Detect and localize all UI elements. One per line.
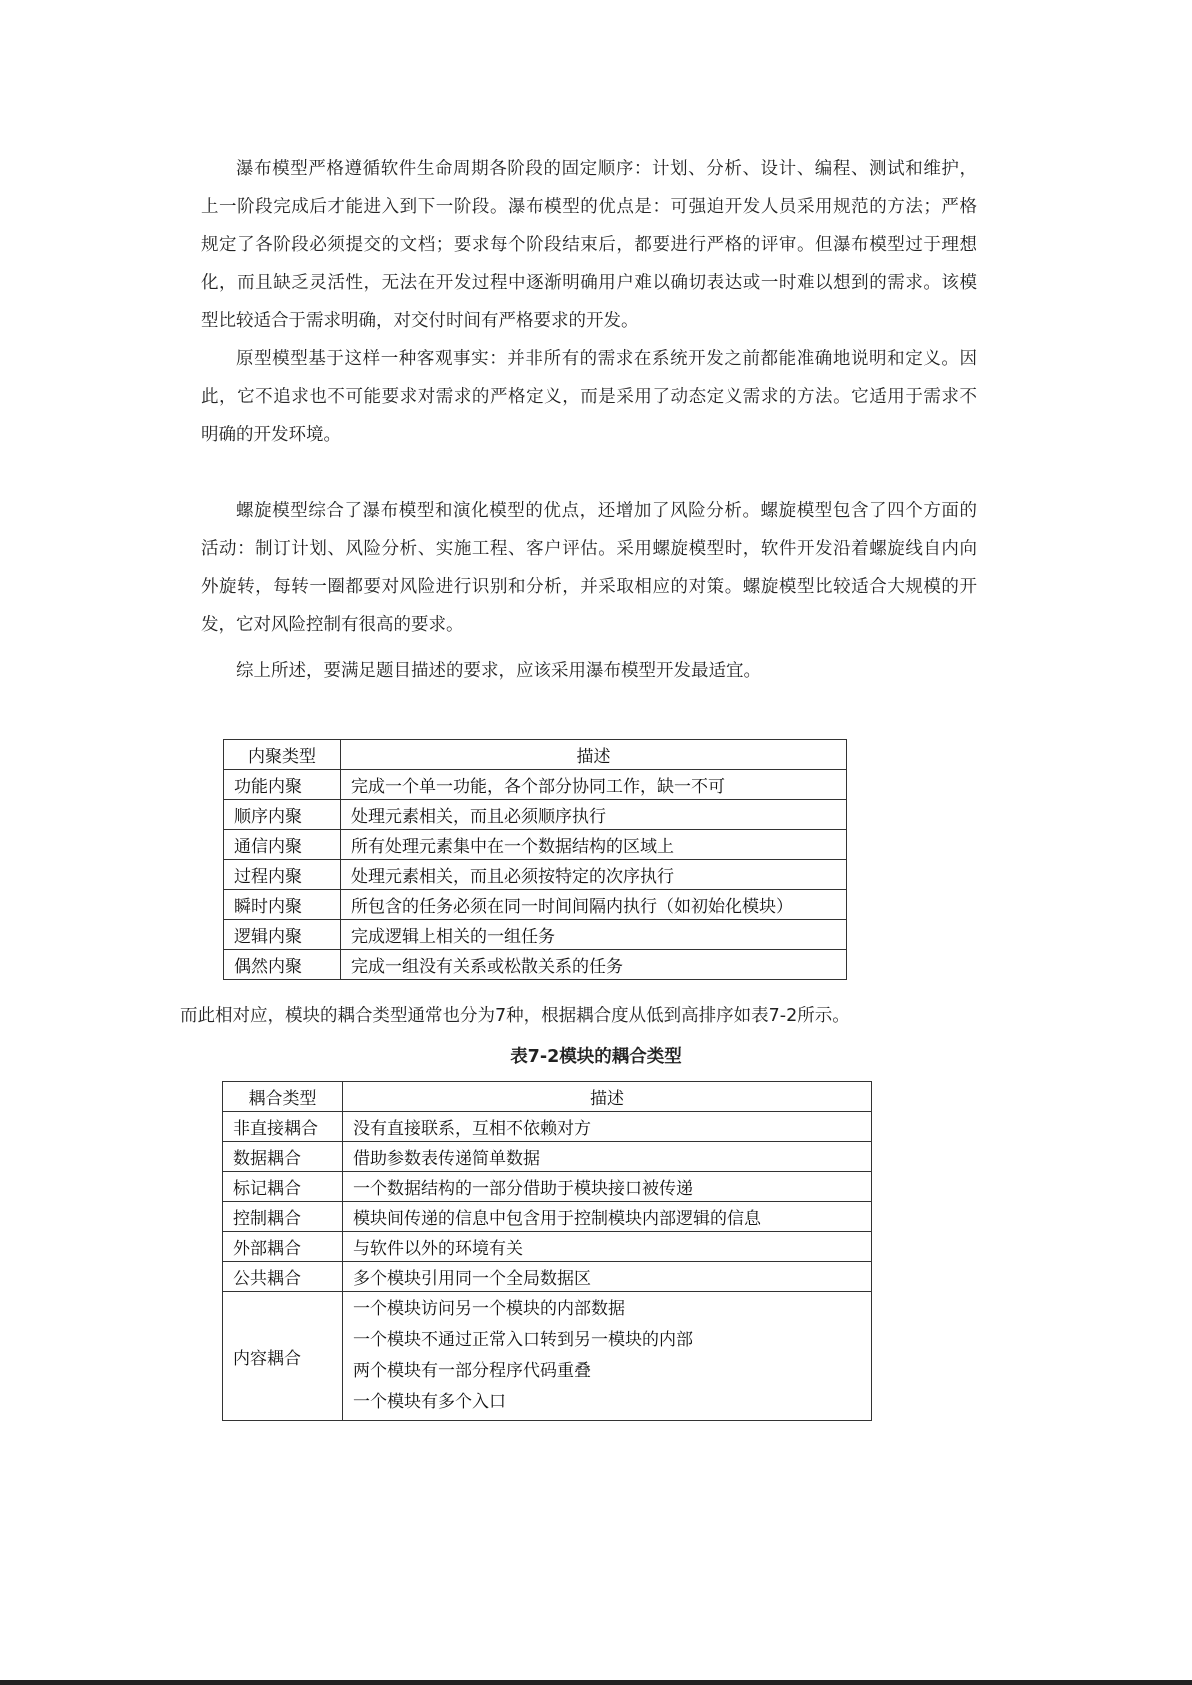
paragraph-line: 综上所述，要满足题目描述的要求，应该采用瀑布模型开发最适宜。 bbox=[236, 661, 761, 681]
description-cell: 没有直接联系，互相不依赖对方 bbox=[343, 1112, 872, 1142]
description-cell bbox=[343, 1292, 872, 1421]
paragraph-line: 此，它不追求也不可能要求对需求的严格定义，而是采用了动态定义需求的方法。它适用于需求不 bbox=[201, 387, 977, 407]
coupling-type-cell: 公共耦合 bbox=[223, 1262, 343, 1292]
coupling-type-cell: 数据耦合 bbox=[223, 1142, 343, 1172]
paragraph-line: 外旋转，每转一圈都要对风险进行识别和分析，并采取相应的对策。螺旋模型比较适合大规模的开 bbox=[201, 577, 977, 597]
coupling-type-cell: 标记耦合 bbox=[223, 1172, 343, 1202]
paragraph-line: 原型模型基于这样一种客观事实：并非所有的需求在系统开发之前都能准确地说明和定义。因 bbox=[236, 349, 977, 369]
table-header-row bbox=[224, 740, 847, 770]
description-cell: 完成逻辑上相关的一组任务 bbox=[341, 920, 847, 950]
cohesion-type-cell: 逻辑内聚 bbox=[224, 920, 341, 950]
description-cell: 与软件以外的环境有关 bbox=[343, 1232, 872, 1262]
cohesion-type-cell: 过程内聚 bbox=[224, 860, 341, 890]
paragraph-line: 规定了各阶段必须提交的文档；要求每个阶段结束后，都要进行严格的评审。但瀑布模型过于理想 bbox=[201, 235, 977, 255]
table-caption: 表7-2模块的耦合类型 bbox=[510, 1047, 682, 1067]
paragraph-spiral bbox=[201, 492, 977, 644]
paragraph-waterfall bbox=[201, 150, 977, 340]
coupling-type-cell: 控制耦合 bbox=[223, 1202, 343, 1232]
cohesion-type-cell: 顺序内聚 bbox=[224, 800, 341, 830]
column-header: 描述 bbox=[341, 740, 847, 770]
table-row bbox=[223, 1232, 872, 1262]
table-row bbox=[224, 860, 847, 890]
coupling-table bbox=[222, 1081, 872, 1421]
table-row bbox=[223, 1112, 872, 1142]
cohesion-table bbox=[223, 739, 847, 980]
description-cell: 借助参数表传递简单数据 bbox=[343, 1142, 872, 1172]
paragraph-line: 上一阶段完成后才能进入到下一阶段。瀑布模型的优点是：可强迫开发人员采用规范的方法；严格 bbox=[201, 197, 977, 217]
table-row bbox=[224, 800, 847, 830]
paragraph-line: 型比较适合于需求明确，对交付时间有严格要求的开发。 bbox=[201, 311, 639, 331]
column-header: 耦合类型 bbox=[223, 1082, 343, 1112]
cohesion-type-cell: 偶然内聚 bbox=[224, 950, 341, 980]
table-header-row bbox=[223, 1082, 872, 1112]
description-cell: 一个数据结构的一部分借助于模块接口被传递 bbox=[343, 1172, 872, 1202]
paragraph-prototype bbox=[201, 340, 977, 454]
paragraph-line: 发，它对风险控制有很高的要求。 bbox=[201, 615, 464, 635]
cohesion-type-cell: 功能内聚 bbox=[224, 770, 341, 800]
paragraph-line: 瀑布模型严格遵循软件生命周期各阶段的固定顺序：计划、分析、设计、编程、测试和维护， bbox=[236, 159, 977, 179]
table-row bbox=[224, 950, 847, 980]
page-bottom-rule bbox=[0, 1680, 1192, 1685]
description-line: 一个模块有多个入口 bbox=[353, 1392, 506, 1412]
table-row bbox=[223, 1172, 872, 1202]
cohesion-type-cell: 瞬时内聚 bbox=[224, 890, 341, 920]
table-row bbox=[224, 920, 847, 950]
description-cell: 完成一个单一功能，各个部分协同工作，缺一不可 bbox=[341, 770, 847, 800]
paragraph-line: 活动：制订计划、风险分析、实施工程、客户评估。采用螺旋模型时，软件开发沿着螺旋线自内向 bbox=[201, 539, 977, 559]
table-row bbox=[223, 1262, 872, 1292]
coupling-type-cell: 外部耦合 bbox=[223, 1232, 343, 1262]
description-cell: 完成一组没有关系或松散关系的任务 bbox=[341, 950, 847, 980]
table-row bbox=[224, 770, 847, 800]
description-line: 一个模块不通过正常入口转到另一模块的内部 bbox=[353, 1330, 693, 1350]
cohesion-type-cell: 通信内聚 bbox=[224, 830, 341, 860]
table-row bbox=[223, 1142, 872, 1172]
table-row bbox=[223, 1202, 872, 1232]
paragraph-line: 螺旋模型综合了瀑布模型和演化模型的优点，还增加了风险分析。螺旋模型包含了四个方面的 bbox=[236, 501, 977, 521]
table-row bbox=[224, 890, 847, 920]
paragraph-line: 明确的开发环境。 bbox=[201, 425, 341, 445]
description-cell: 多个模块引用同一个全局数据区 bbox=[343, 1262, 872, 1292]
paragraph-conclusion bbox=[201, 652, 977, 690]
column-header: 内聚类型 bbox=[224, 740, 341, 770]
description-line: 两个模块有一部分程序代码重叠 bbox=[353, 1361, 591, 1381]
paragraph-line: 化，而且缺乏灵活性，无法在开发过程中逐渐明确用户难以确切表达或一时难以想到的需求。该模 bbox=[201, 273, 977, 293]
description-line: 一个模块访问另一个模块的内部数据 bbox=[353, 1299, 625, 1319]
description-cell: 处理元素相关，而且必须顺序执行 bbox=[341, 800, 847, 830]
description-cell: 处理元素相关，而且必须按特定的次序执行 bbox=[341, 860, 847, 890]
coupling-type-cell: 内容耦合 bbox=[223, 1292, 343, 1421]
bridge-text: 而此相对应，模块的耦合类型通常也分为7种，根据耦合度从低到高排序如表7-2所示。 bbox=[180, 1006, 850, 1026]
coupling-type-cell: 非直接耦合 bbox=[223, 1112, 343, 1142]
column-header: 描述 bbox=[343, 1082, 872, 1112]
table-row bbox=[223, 1292, 872, 1421]
table-row bbox=[224, 830, 847, 860]
description-cell: 所包含的任务必须在同一时间间隔内执行（如初始化模块） bbox=[341, 890, 847, 920]
description-cell: 模块间传递的信息中包含用于控制模块内部逻辑的信息 bbox=[343, 1202, 872, 1232]
description-cell: 所有处理元素集中在一个数据结构的区域上 bbox=[341, 830, 847, 860]
